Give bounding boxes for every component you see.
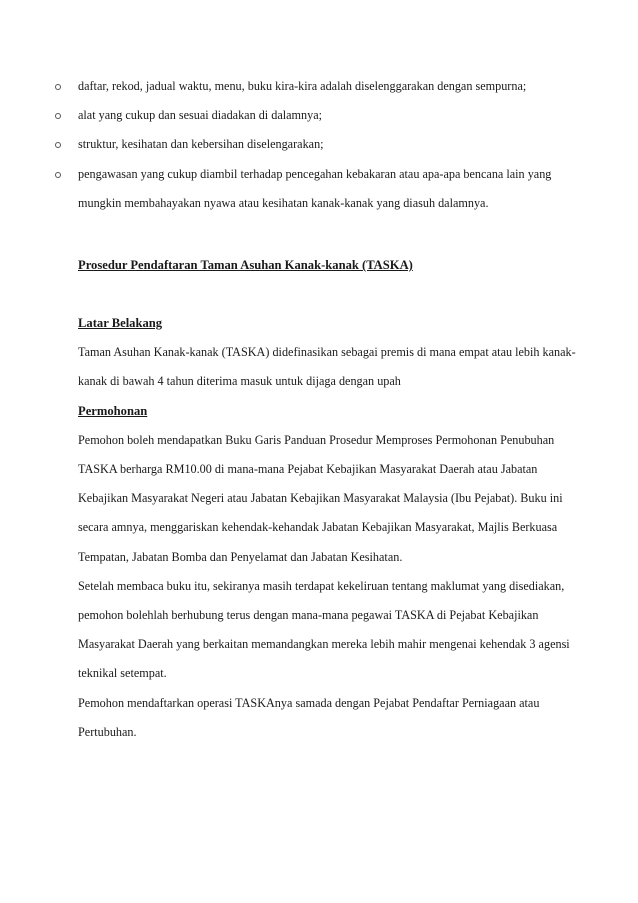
application-heading: Permohonan — [78, 403, 148, 418]
list-item — [55, 101, 595, 130]
list-item-text: alat yang cukup dan sesuai diadakan di dalamnya; — [78, 108, 323, 123]
list-item-text: daftar, rekod, jadual waktu, menu, buku kira-kira adalah diselenggarakan dengan sempurna; — [78, 79, 527, 93]
bullet-icon — [55, 113, 61, 119]
list-item-text: struktur, kesihatan dan kebersihan diselengarakan; — [78, 137, 324, 152]
application-paragraph: Pemohon boleh mendapatkan Buku Garis Panduan Prosedur Memproses Permohonan Penubuhan TASKA berharga RM10.00 di mana-mana Pejabat Kebajikan Masyarakat Daerah atau Jabatan Kebajikan Masyarakat Negeri atau Jabatan Kebajikan Masyarakat Malaysia (Ibu Pejabat). Buku ini secara amnya, menggariskan kehendak-kehandak Jabatan Kebajikan Masyarakat, Majlis Berkuasa Tempatan, Jabatan Bomba dan Penyelamat dan Jabatan Kesihatan. — [78, 432, 563, 564]
bullet-icon — [55, 172, 61, 178]
bullet-icon — [55, 142, 61, 148]
background-section — [78, 309, 578, 747]
list-item — [55, 72, 595, 101]
requirements-list — [55, 72, 595, 218]
list-item — [55, 130, 595, 159]
list-item — [55, 160, 595, 218]
application-paragraph: Pemohon mendaftarkan operasi TASKAnya samada dengan Pejabat Pendaftar Perniagaan atau Pertubuhan. — [78, 695, 540, 739]
main-heading: Prosedur Pendaftaran Taman Asuhan Kanak-kanak (TASKA) — [78, 258, 413, 272]
background-paragraph: Taman Asuhan Kanak-kanak (TASKA) didefinasikan sebagai premis di mana empat atau lebih kanak-kanak di bawah 4 tahun diterima masuk untuk dijaga dengan upah — [78, 345, 576, 389]
list-item-text: pengawasan yang cukup diambil terhadap pencegahan kebakaran atau apa-apa bencana lain yang mungkin membahayakan nyawa atau kesihatan kanak-kanak yang diasuh dalamnya. — [78, 166, 552, 210]
application-paragraph: Setelah membaca buku itu, sekiranya masih terdapat kekeliruan tentang maklumat yang disediakan, pemohon bolehlah berhubung terus dengan mana-mana pegawai TASKA di Pejabat Kebajikan Masyarakat Daerah yang berkaitan memandangkan mereka lebih mahir mengenai kehendak 3 agensi teknikal setempat. — [78, 578, 570, 681]
bullet-icon — [55, 84, 61, 90]
background-heading: Latar Belakang — [78, 316, 163, 330]
